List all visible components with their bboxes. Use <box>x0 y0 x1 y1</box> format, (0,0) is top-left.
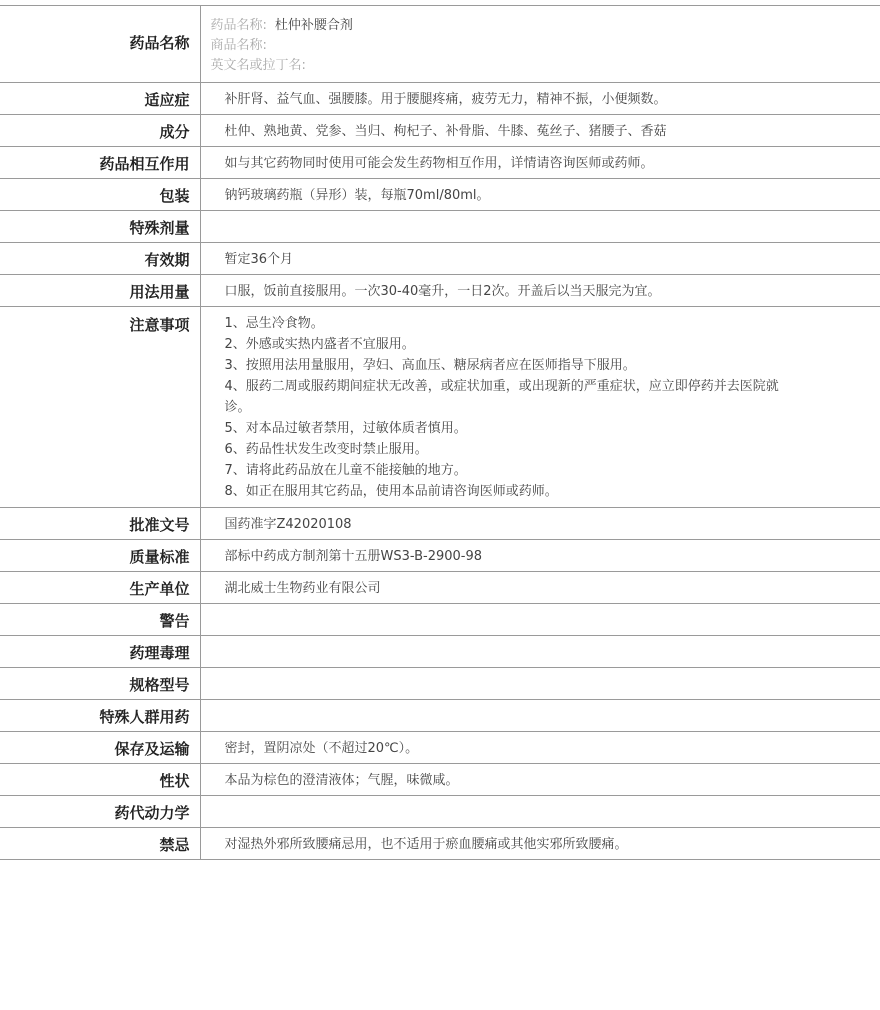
drug-spec-sheet <box>0 5 880 860</box>
row-label: 性状 <box>0 764 200 796</box>
generic-name-line: 药品名称: 杜仲补腰合剂 <box>210 18 353 33</box>
row-contraindications <box>0 828 880 860</box>
row-appearance <box>0 764 880 796</box>
row-value: 湖北威士生物药业有限公司 <box>200 572 880 604</box>
row-label: 生产单位 <box>0 572 200 604</box>
english-name-line: 英文名或拉丁名: <box>210 58 306 73</box>
row-value: 对湿热外邪所致腰痛忌用，也不适用于瘀血腰痛或其他实邪所致腰痛。 <box>200 828 880 860</box>
row-pharmacokinetics <box>0 796 880 828</box>
row-label: 特殊人群用药 <box>0 700 200 732</box>
row-value: 如与其它药物同时使用可能会发生药物相互作用，详情请咨询医师或药师。 <box>200 147 880 179</box>
precaution-item: 6、药品性状发生改变时禁止服用。 <box>224 442 428 457</box>
row-usage <box>0 275 880 307</box>
row-label: 药代动力学 <box>0 796 200 828</box>
row-value <box>200 636 880 668</box>
row-value: 杜仲、熟地黄、党参、当归、枸杞子、补骨脂、牛膝、菟丝子、猪腰子、香菇 <box>200 115 880 147</box>
row-label: 注意事项 <box>0 307 200 508</box>
row-special-population <box>0 700 880 732</box>
precaution-item: 7、请将此药品放在儿童不能接触的地方。 <box>224 463 467 478</box>
row-validity <box>0 243 880 275</box>
row-drug-name <box>0 6 880 83</box>
row-manufacturer <box>0 572 880 604</box>
row-warning <box>0 604 880 636</box>
row-storage <box>0 732 880 764</box>
row-interactions <box>0 147 880 179</box>
drug-spec-table <box>0 5 880 860</box>
row-value <box>200 668 880 700</box>
row-label: 包装 <box>0 179 200 211</box>
row-label: 禁忌 <box>0 828 200 860</box>
row-label: 保存及运输 <box>0 732 200 764</box>
precaution-item: 5、对本品过敏者禁用，过敏体质者慎用。 <box>224 421 467 436</box>
row-value <box>200 700 880 732</box>
row-label: 用法用量 <box>0 275 200 307</box>
row-value: 部标中药成方制剂第十五册WS3-B-2900-98 <box>200 540 880 572</box>
row-value <box>200 604 880 636</box>
row-packaging <box>0 179 880 211</box>
row-label: 药品相互作用 <box>0 147 200 179</box>
row-specification <box>0 668 880 700</box>
precaution-item: 4、服药二周或服药期间症状无改善，或症状加重，或出现新的严重症状，应立即停药并去医院就诊。 <box>224 379 779 415</box>
row-label: 警告 <box>0 604 200 636</box>
row-quality-standard <box>0 540 880 572</box>
row-special-dosage <box>0 211 880 243</box>
row-indications <box>0 83 880 115</box>
precaution-item: 1、忌生冷食物。 <box>224 316 324 331</box>
row-label: 批准文号 <box>0 508 200 540</box>
row-value <box>200 796 880 828</box>
row-value: 补肝肾、益气血、强腰膝。用于腰腿疼痛，疲劳无力，精神不振，小便频数。 <box>200 83 880 115</box>
row-label: 成分 <box>0 115 200 147</box>
row-value <box>200 211 880 243</box>
row-value: 暂定36个月 <box>200 243 880 275</box>
generic-name-value: 杜仲补腰合剂 <box>274 18 353 33</box>
row-label: 适应症 <box>0 83 200 115</box>
row-label: 质量标准 <box>0 540 200 572</box>
row-value: 本品为棕色的澄清液体；气腥，味微咸。 <box>200 764 880 796</box>
row-value: 国药准字Z42020108 <box>200 508 880 540</box>
precaution-item: 2、外感或实热内盛者不宜服用。 <box>224 337 415 352</box>
row-ingredients <box>0 115 880 147</box>
trade-name-line: 商品名称: <box>210 38 267 53</box>
row-toxicology <box>0 636 880 668</box>
precaution-item: 3、按照用法用量服用，孕妇、高血压、糖尿病者应在医师指导下服用。 <box>224 358 636 373</box>
row-label: 特殊剂量 <box>0 211 200 243</box>
row-label: 药品名称 <box>0 6 200 83</box>
row-value <box>200 307 880 508</box>
row-label: 规格型号 <box>0 668 200 700</box>
row-label: 药理毒理 <box>0 636 200 668</box>
row-value <box>200 6 880 83</box>
precaution-item: 8、如正在服用其它药品，使用本品前请咨询医师或药师。 <box>224 484 558 499</box>
row-precautions <box>0 307 880 508</box>
row-label: 有效期 <box>0 243 200 275</box>
precautions-list <box>225 307 880 507</box>
row-value: 密封，置阴凉处（不超过20℃）。 <box>200 732 880 764</box>
row-value: 钠钙玻璃药瓶（异形）装，每瓶70ml/80ml。 <box>200 179 880 211</box>
row-value: 口服，饭前直接服用。一次30-40毫升，一日2次。开盖后以当天服完为宜。 <box>200 275 880 307</box>
row-approval-number <box>0 508 880 540</box>
